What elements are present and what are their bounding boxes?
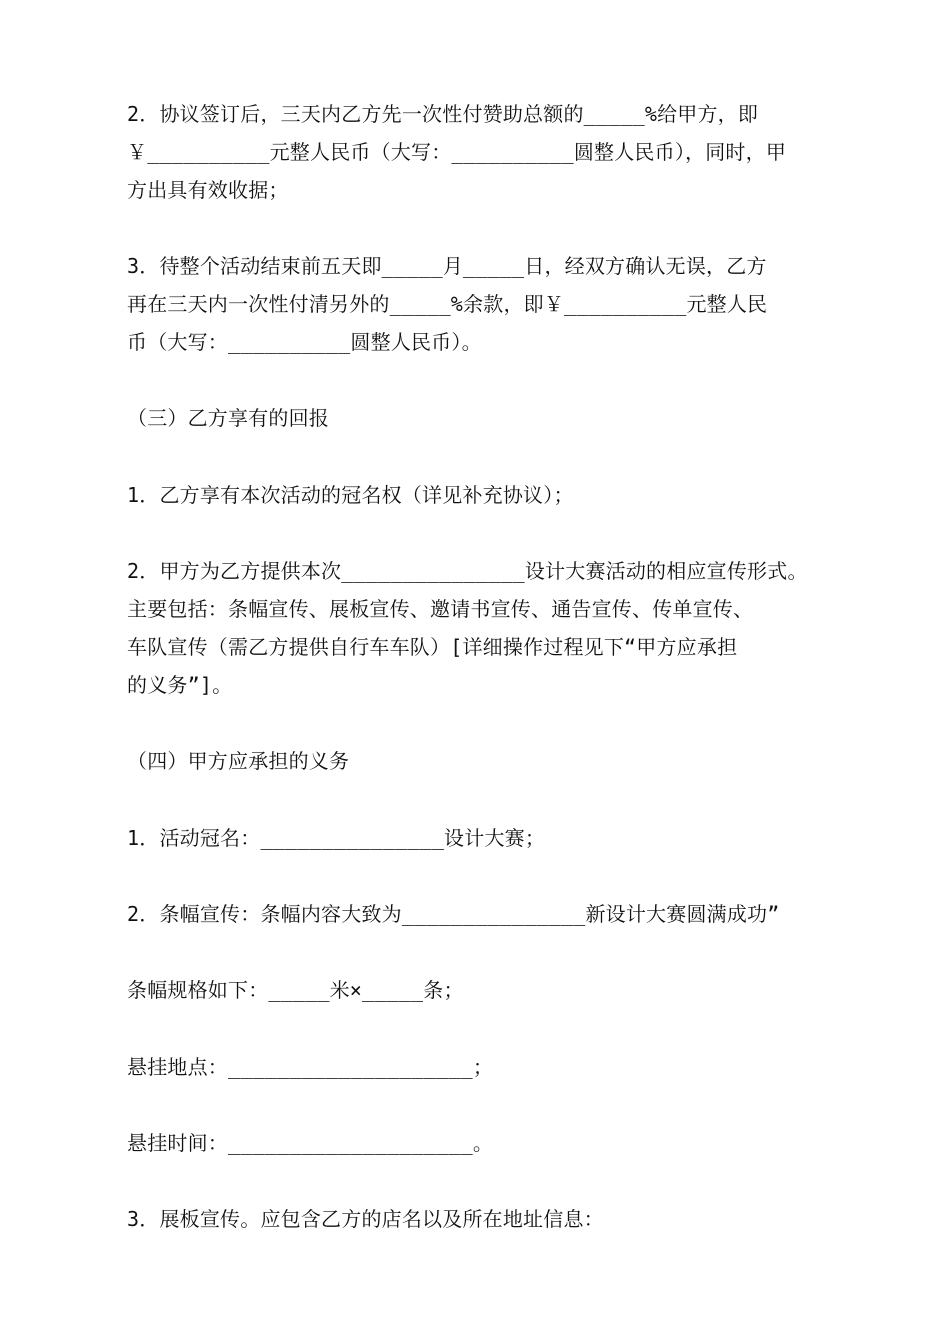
obligations-clause-3: 3．展板宣传。应包含乙方的店名以及所在地址信息： — [127, 1207, 604, 1231]
returns-clause-1: 1．乙方享有本次活动的冠名权（详见补充协议）； — [127, 483, 574, 507]
returns-clause-2-line-3: 车队宣传（需乙方提供自行车车队）[详细操作过程见下“甲方应承担 — [127, 635, 738, 659]
payment-clause-2-line-1: 2．协议签订后，三天内乙方先一次性付赞助总额的_____%给甲方，即 — [127, 102, 759, 126]
obligations-clause-2: 2．条幅宣传：条幅内容大致为_______________新设计大赛圆满成功” — [127, 902, 780, 926]
hanging-location-line: 悬挂地点：____________________； — [127, 1055, 494, 1079]
payment-clause-2-line-2: ￥__________元整人民币（大写：__________圆整人民币），同时，甲 — [127, 140, 787, 164]
section-heading-returns: （三）乙方享有的回报 — [127, 406, 329, 430]
hanging-time-line: 悬挂时间：____________________。 — [127, 1131, 494, 1155]
banner-spec-line: 条幅规格如下：_____米×_____条； — [127, 978, 464, 1002]
obligations-clause-1: 1．活动冠名：_______________设计大赛； — [127, 826, 546, 850]
section-heading-obligations: （四）甲方应承担的义务 — [127, 749, 350, 773]
returns-clause-2-line-4: 的义务”]。 — [127, 673, 233, 697]
payment-clause-3-line-3: 币（大写：__________圆整人民币）。 — [127, 330, 482, 354]
payment-clause-3-line-1: 3．待整个活动结束前五天即_____月_____日，经双方确认无误，乙方 — [127, 254, 767, 278]
payment-clause-3-line-2: 再在三天内一次性付清另外的_____%余款，即￥__________元整人民 — [127, 292, 768, 316]
returns-clause-2-line-1: 2．甲方为乙方提供本次_______________设计大赛活动的相应宣传形式。 — [127, 559, 808, 583]
returns-clause-2-line-2: 主要包括：条幅宣传、展板宣传、邀请书宣传、通告宣传、传单宣传、 — [127, 597, 754, 621]
payment-clause-2-line-3: 方出具有效收据； — [127, 178, 289, 202]
